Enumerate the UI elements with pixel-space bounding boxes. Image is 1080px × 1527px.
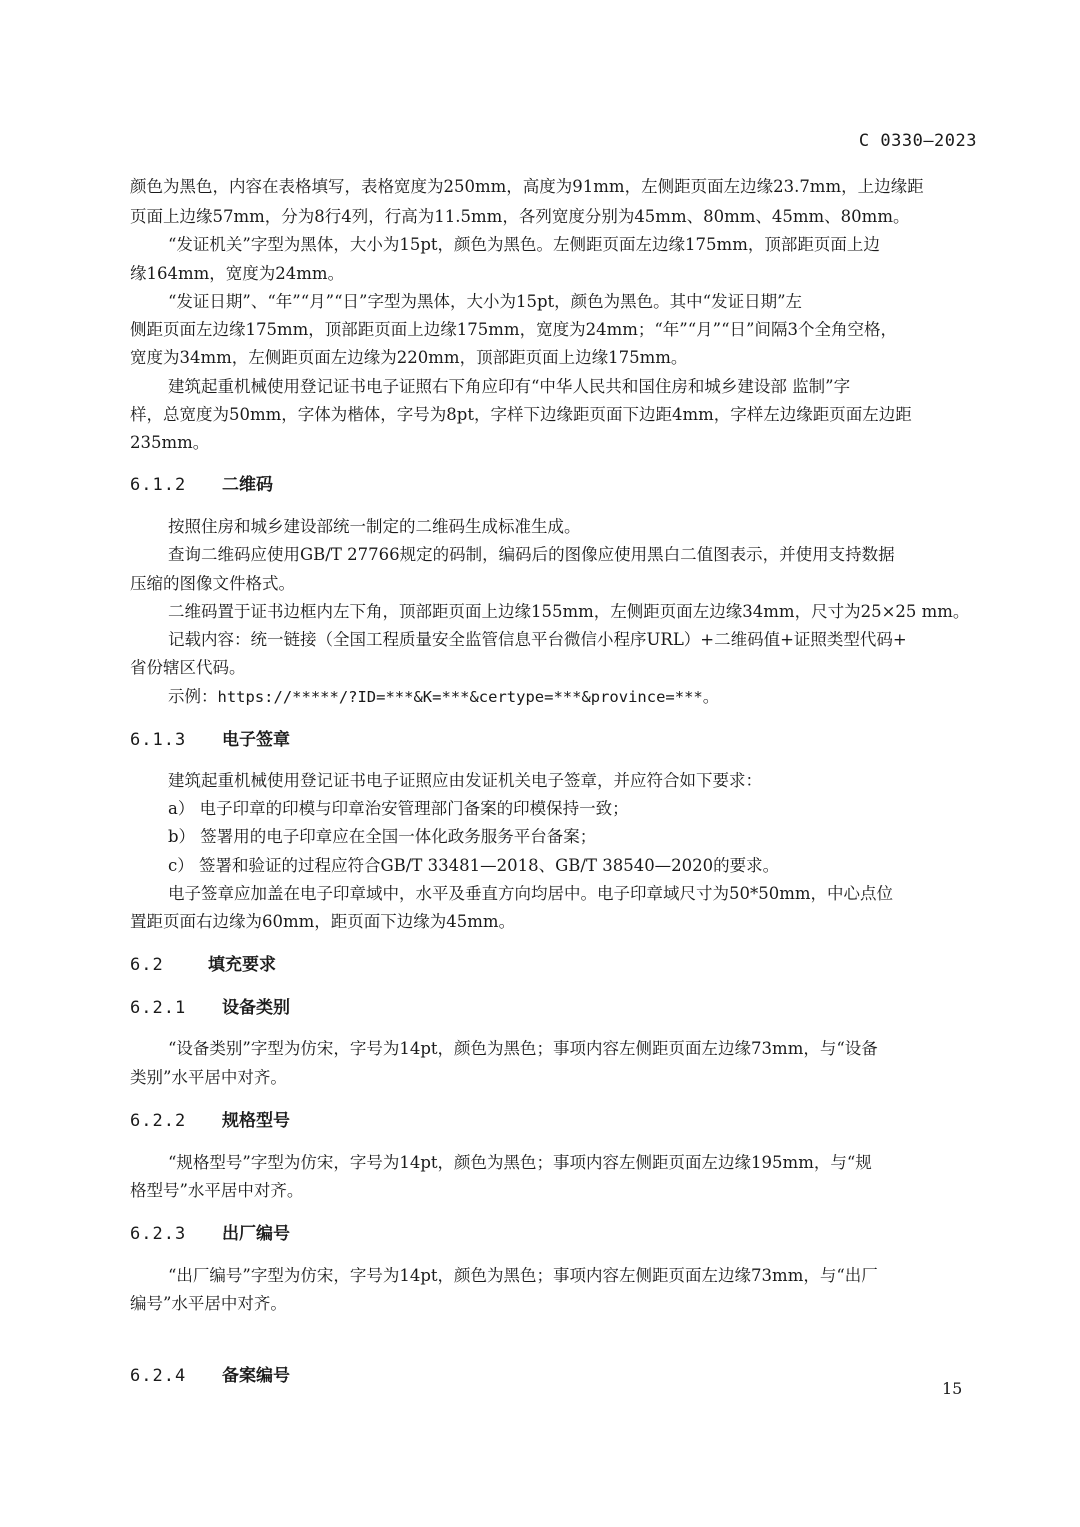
paragraph-line: 侧距页面左边缘175mm，顶部距页面上边缘175mm，宽度为24mm；“年”“月”“日”间隔3个全角空格， <box>130 320 897 339</box>
example-label: 示例： <box>168 687 218 706</box>
section-title: 填充要求 <box>208 955 276 975</box>
paragraph-line: 置距页面右边缘为60mm，距页面下边缘为45mm。 <box>130 912 516 931</box>
section-title: 电子签章 <box>222 730 290 750</box>
paragraph-line: 记载内容：统一链接（全国工程质量安全监管信息平台微信小程序URL）+二维码值+证照类型代码+ <box>168 630 907 649</box>
paragraph-line: 建筑起重机械使用登记证书电子证照右下角应印有“中华人民共和国住房和城乡建设部 监制”字 <box>168 377 851 396</box>
paragraph-line: 压缩的图像文件格式。 <box>130 574 295 593</box>
paragraph-line: 省份辖区代码。 <box>130 658 246 677</box>
section-title: 设备类别 <box>222 998 290 1018</box>
paragraph-line: 建筑起重机械使用登记证书电子证照应由发证机关电子签章，并应符合如下要求： <box>168 771 762 790</box>
paragraph-line: “发证日期”、“年”“月”“日”字型为黑体，大小为15pt，颜色为黑色。其中“发证日期”左 <box>168 292 803 311</box>
section-number: 6.2.4 <box>130 1366 187 1386</box>
paragraph-line: “出厂编号”字型为仿宋，字号为14pt，颜色为黑色；事项内容左侧距页面左边缘73mm，与“出厂 <box>168 1266 878 1285</box>
paragraph-line: 类别”水平居中对齐。 <box>130 1068 287 1087</box>
section-heading-6-2-2 <box>130 1109 290 1133</box>
section-number: 6.2 <box>130 955 164 975</box>
paragraph-line: 235mm。 <box>130 433 210 452</box>
section-heading-6-2-4 <box>130 1364 290 1388</box>
section-heading-6-1-3 <box>130 728 290 752</box>
paragraph-line: 格型号”水平居中对齐。 <box>130 1181 304 1200</box>
paragraph-line: 二维码置于证书边框内左下角，顶部距页面上边缘155mm，左侧距页面左边缘34mm，尺寸为25×25 mm。 <box>168 602 970 621</box>
paragraph-line: 宽度为34mm，左侧距页面左边缘为220mm，顶部距页面上边缘175mm。 <box>130 348 688 367</box>
example-line <box>168 685 719 709</box>
document-code: C 0330—2023 <box>858 131 977 151</box>
paragraph-line: 页面上边缘57mm，分为8行4列，行高为11.5mm，各列宽度分别为45mm、80mm、45mm、80mm。 <box>130 207 910 226</box>
paragraph-line: “发证机关”字型为黑体，大小为15pt，颜色为黑色。左侧距页面左边缘175mm，顶部距页面上边 <box>168 235 880 254</box>
section-number: 6.1.3 <box>130 730 187 750</box>
section-title: 备案编号 <box>222 1366 290 1386</box>
section-heading-6-2-1 <box>130 996 290 1020</box>
section-heading-6-2 <box>130 953 276 977</box>
section-title: 出厂编号 <box>222 1224 290 1244</box>
list-item: b） 签署用的电子印章应在全国一体化政务服务平台备案； <box>168 827 597 846</box>
page-number: 15 <box>942 1379 963 1398</box>
paragraph-line: 电子签章应加盖在电子印章域中，水平及垂直方向均居中。电子印章域尺寸为50*50mm，中心点位 <box>168 884 894 903</box>
section-number: 6.2.3 <box>130 1224 187 1244</box>
section-number: 6.1.2 <box>130 475 187 495</box>
example-end: 。 <box>702 687 720 706</box>
section-title: 二维码 <box>222 475 273 495</box>
section-heading-6-2-3 <box>130 1222 290 1246</box>
paragraph-line: 缘164mm，宽度为24mm。 <box>130 264 345 283</box>
section-title: 规格型号 <box>222 1111 290 1131</box>
section-number: 6.2.2 <box>130 1111 187 1131</box>
section-heading-6-1-2 <box>130 473 273 497</box>
example-url: https://*****/?ID=***&K=***&certype=***&province=*** <box>217 688 703 706</box>
paragraph-line: 查询二维码应使用GB/T 27766规定的码制，编码后的图像应使用黑白二值图表示，并使用支持数据 <box>168 545 895 564</box>
paragraph-line: “设备类别”字型为仿宋，字号为14pt，颜色为黑色；事项内容左侧距页面左边缘73mm，与“设备 <box>168 1039 878 1058</box>
paragraph-line: 按照住房和城乡建设部统一制定的二维码生成标准生成。 <box>168 517 581 536</box>
paragraph-line: 样，总宽度为50mm，字体为楷体，字号为8pt，字样下边缘距页面下边距4mm，字样左边缘距页面左边距 <box>130 405 912 424</box>
paragraph-line: 颜色为黑色，内容在表格填写，表格宽度为250mm，高度为91mm，左侧距页面左边缘23.7mm，上边缘距 <box>130 177 924 196</box>
list-item: c） 签署和验证的过程应符合GB/T 33481—2018、GB/T 38540—2020的要求。 <box>168 856 780 875</box>
paragraph-line: 编号”水平居中对齐。 <box>130 1294 287 1313</box>
paragraph-line: “规格型号”字型为仿宋，字号为14pt，颜色为黑色；事项内容左侧距页面左边缘195mm，与“规 <box>168 1153 872 1172</box>
list-item: a） 电子印章的印模与印章治安管理部门备案的印模保持一致； <box>168 799 629 818</box>
section-number: 6.2.1 <box>130 998 187 1018</box>
